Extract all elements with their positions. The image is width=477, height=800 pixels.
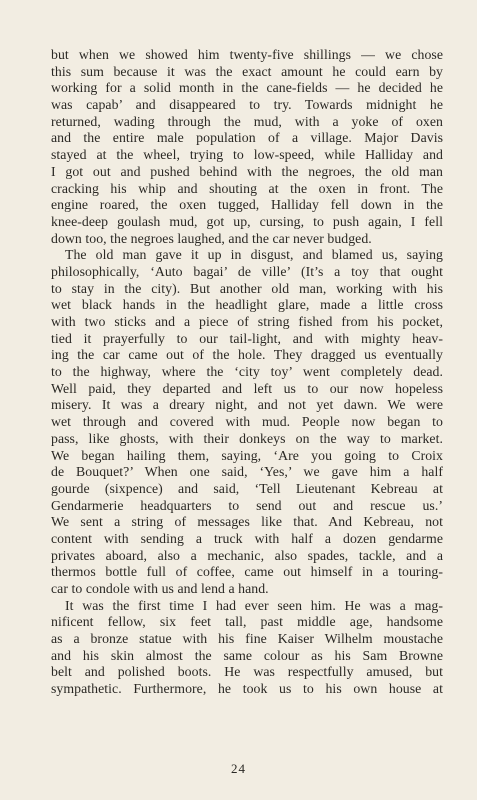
text-line: I got out and pushed behind with the negroes, the old man xyxy=(51,163,443,179)
text-line: as a bronze statue with his fine Kaiser Wilhelm moustache xyxy=(51,631,443,647)
text-line: and his skin almost the same colour as his Sam Browne xyxy=(51,647,443,663)
text-line: returned, wading through the mud, with a yoke of oxen xyxy=(51,113,443,129)
text-line: nificent fellow, six feet tall, past middle age, handsome xyxy=(51,614,443,630)
text-line: content with sending a truck with half a dozen gendarme xyxy=(51,530,443,546)
text-line: de Bouquet?’ When one said, ‘Yes,’ we gave him a half xyxy=(51,464,443,480)
text-line: tied it prayerfully to our tail-light, and with mighty heav- xyxy=(51,330,443,346)
text-line: wet black hands in the headlight glare, made a little cross xyxy=(51,297,443,313)
page-number: 24 xyxy=(231,761,246,776)
body-text xyxy=(51,47,443,698)
text-line: and the entire male population of a village. Major Davis xyxy=(51,130,443,146)
text-line: to stay in the city). But another old man, working with his xyxy=(51,280,443,296)
text-line: to the highway, where the ‘city toy’ went completely dead. xyxy=(51,364,443,380)
text-line: this sum because it was the exact amount he could earn by xyxy=(51,63,443,79)
text-line: It was the first time I had ever seen him. He was a mag- xyxy=(65,597,443,613)
text-line: down too, the negroes laughed, and the car never budged. xyxy=(51,230,372,246)
text-line: was capab’ and disappeared to try. Towards midnight he xyxy=(51,97,443,113)
text-line: belt and polished boots. He was respectfully amused, but xyxy=(51,664,443,680)
text-line: engine roared, the oxen tugged, Halliday fell down in the xyxy=(51,197,443,213)
text-line: The old man gave it up in disgust, and blamed us, saying xyxy=(65,247,443,263)
text-line: We sent a string of messages like that. And Kebreau, not xyxy=(51,514,443,530)
text-line: thermos bottle full of coffee, came out himself in a touring- xyxy=(51,564,443,580)
text-line: gourde (sixpence) and said, ‘Tell Lieutenant Kebreau at xyxy=(51,480,443,496)
text-line: car to condole with us and lend a hand. xyxy=(51,581,269,596)
text-line: ing the car came out of the hole. They dragged us eventually xyxy=(51,347,443,363)
text-line: pass, like ghosts, with their donkeys on the way to market. xyxy=(51,430,443,446)
text-line: cracking his whip and shouting at the oxen in front. The xyxy=(51,180,443,196)
text-line: but when we showed him twenty-five shillings — we chose xyxy=(51,47,443,62)
text-line: We began hailing them, saying, ‘Are you going to Croix xyxy=(51,447,443,463)
text-line: with two sticks and a piece of string fished from his pocket, xyxy=(51,314,443,329)
text-line: working for a solid month in the cane-fields — he decided he xyxy=(51,80,443,96)
text-line: stayed at the wheel, trying to low-speed, while Halliday and xyxy=(51,147,443,163)
text-line: misery. It was a dreary night, and not yet dawn. We were xyxy=(51,397,443,413)
text-line: philosophically, ‘Auto bagai’ de ville’ (It’s a toy that ought xyxy=(51,263,443,279)
text-line: privates aboard, also a mechanic, also spades, tackle, and a xyxy=(51,547,443,563)
text-line: sympathetic. Furthermore, he took us to his own house at xyxy=(51,681,443,697)
text-line: Well paid, they departed and left us to our now hopeless xyxy=(51,380,443,396)
text-line: wet through and covered with mud. People now began to xyxy=(51,414,443,430)
text-line: knee-deep goulash mud, got up, cursing, to push again, I fell xyxy=(51,213,443,229)
text-line: Gendarmerie headquarters to send out and rescue us.’ xyxy=(51,497,443,513)
